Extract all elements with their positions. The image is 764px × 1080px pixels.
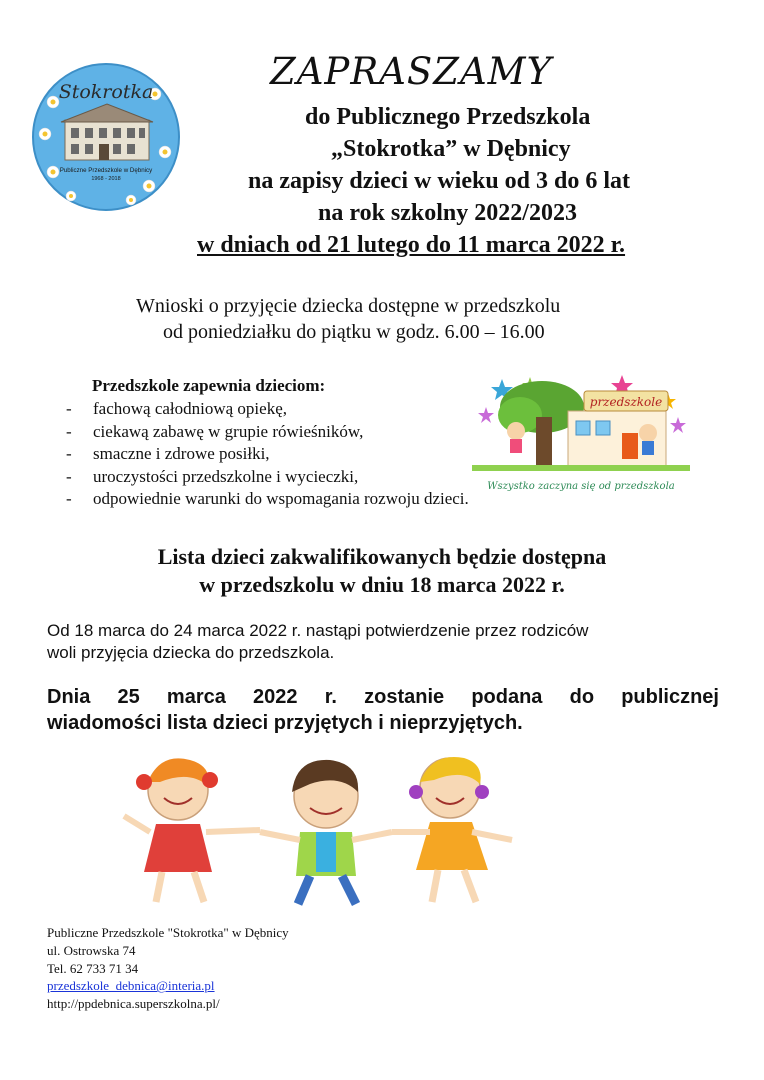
- svg-text:przedszkole: przedszkole: [589, 395, 663, 409]
- heading-line-1: do Publicznego Przedszkola: [305, 104, 591, 130]
- child-figure: [392, 757, 512, 902]
- heading-line-3: na zapisy dzieci w wieku od 3 do 6 lat: [248, 168, 631, 194]
- svg-text:Stokrotka: Stokrotka: [58, 81, 154, 103]
- footer-address: ul. Ostrowska 74: [47, 942, 136, 958]
- provides-list: [66, 398, 469, 511]
- svg-text:Wszystko zaczyna się od przeds: Wszystko zaczyna się od przedszkola: [487, 481, 675, 492]
- list-info-line-2: w przedszkolu w dniu 18 marca 2022 r.: [199, 572, 565, 597]
- heading-line-4: na rok szkolny 2022/2023: [318, 200, 577, 226]
- list-item: - odpowiednie warunki do wspomagania rozwoju dzieci.: [66, 489, 469, 508]
- footer-phone: Tel. 62 733 71 34: [47, 960, 139, 976]
- announcement-line-2: wiadomości lista dzieci przyjętych i nieprzyjętych.: [47, 712, 523, 734]
- enrollment-dates: w dniach od 21 lutego do 11 marca 2022 r.: [197, 232, 626, 258]
- children-illustration: [120, 752, 540, 912]
- confirmation-line-1: Od 18 marca do 24 marca 2022 r. nastąpi potwierdzenie przez rodziców: [47, 621, 589, 640]
- child-figure: [260, 760, 392, 904]
- list-item: - fachową całodniową opiekę,: [66, 399, 287, 418]
- list-info-line-1: Lista dzieci zakwalifikowanych będzie dostępna: [157, 544, 607, 569]
- kindergarten-logo: [31, 62, 181, 212]
- confirmation-paragraph: [47, 620, 588, 664]
- applications-line-1: Wnioski o przyjęcie dziecka dostępne w przedszkolu: [136, 295, 561, 317]
- child-figure: [124, 758, 260, 902]
- kindergarten-illustration: [472, 373, 690, 495]
- list-item: - smaczne i zdrowe posiłki,: [66, 444, 270, 463]
- list-item: - uroczystości przedszkolne i wycieczki,: [66, 466, 359, 486]
- footer-contact: [47, 924, 289, 1013]
- footer-email-link[interactable]: przedszkole_debnica@interia.pl: [47, 978, 215, 994]
- confirmation-line-2: woli przyjęcia dziecka do przedszkola.: [47, 643, 335, 662]
- provides-heading: Przedszkole zapewnia dzieciom:: [92, 376, 326, 395]
- footer-website: http://ppdebnica.superszkolna.pl/: [47, 996, 220, 1012]
- svg-text:Publiczne Przedszkole w Dębnic: Publiczne Przedszkole w Dębnicy: [59, 167, 153, 174]
- list-item: - ciekawą zabawę w grupie rówieśników,: [66, 421, 364, 441]
- svg-text:1968 - 2018: 1968 - 2018: [91, 176, 121, 182]
- footer-name: Publiczne Przedszkole "Stokrotka" w Dębnicy: [47, 925, 289, 940]
- heading-line-2: „Stokrotka” w Dębnicy: [331, 136, 571, 162]
- announcement-line-1: Dnia 25 marca 2022 r. zostanie podana do publicznej: [47, 686, 719, 708]
- announcement-paragraph: [47, 684, 719, 736]
- page-title: ZAPRASZAMY: [270, 50, 552, 93]
- applications-line-2: od poniedziałku do piątku w godz. 6.00 – 16.00: [163, 321, 545, 343]
